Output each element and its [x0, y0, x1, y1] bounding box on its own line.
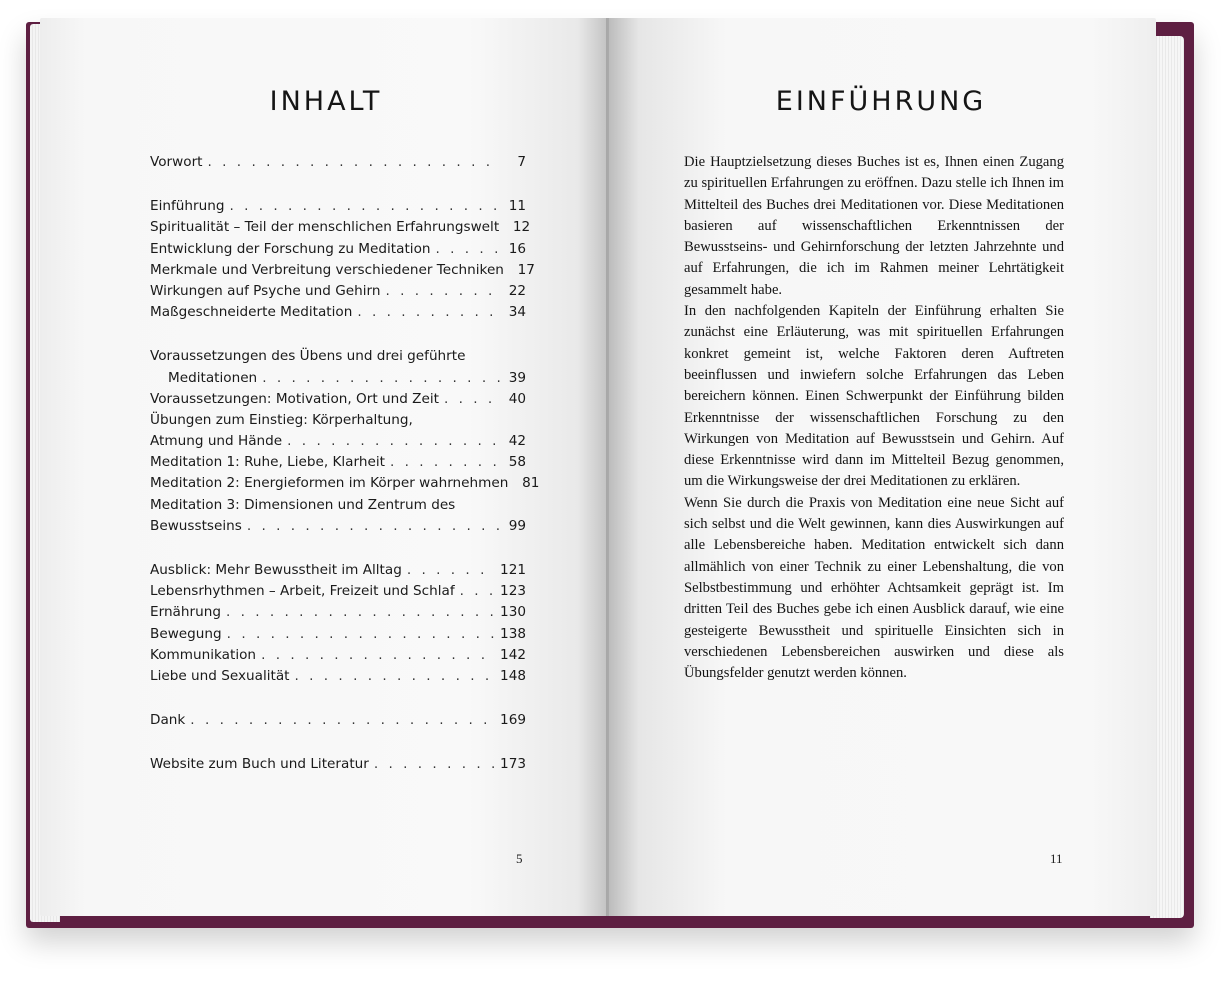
dot-leader — [374, 754, 496, 775]
toc-entry-page: 148 — [500, 667, 526, 684]
toc-entry-title: Meditation 3: Dimensionen und Zentrum des — [150, 496, 456, 513]
toc-entry-title: Meditation 1: Ruhe, Liebe, Klarheit — [150, 454, 385, 471]
toc-entry-page: 142 — [500, 646, 526, 663]
toc-entry-title: Entwicklung der Forschung zu Meditation — [150, 240, 431, 257]
toc-entry-title: Website zum Buch und Literatur — [150, 756, 369, 773]
toc-entry-page: 81 — [522, 475, 540, 492]
toc-entry — [150, 281, 526, 302]
toc-entry-continuation: Atmung und Hände — [150, 433, 283, 450]
dot-leader — [460, 581, 496, 602]
dot-leader — [208, 152, 500, 173]
toc-entry — [150, 710, 526, 731]
toc-entry-title: Spiritualität – Teil der menschlichen Erfahrungswelt — [150, 219, 500, 236]
dot-leader — [444, 389, 500, 410]
toc-entry-title: Wirkungen auf Psyche und Gehirn — [150, 282, 381, 299]
toc-group — [150, 152, 526, 173]
toc-entry-page: 58 — [508, 454, 526, 471]
toc-entry — [150, 666, 526, 687]
toc-entry-page: 130 — [500, 604, 526, 621]
toc-entry — [150, 754, 526, 775]
toc-entry-title: Übungen zum Einstieg: Körperhaltung, — [150, 411, 413, 428]
toc-entry-page: 40 — [508, 390, 526, 407]
toc-entry-page: 99 — [508, 517, 526, 534]
dot-leader — [357, 302, 500, 323]
toc-entry-title: Maßgeschneiderte Meditation — [150, 304, 353, 321]
toc-entry-page: 42 — [508, 433, 526, 450]
toc-entry — [150, 389, 526, 410]
toc-entry-page: 17 — [517, 261, 535, 278]
toc-entry-page: 173 — [500, 756, 526, 773]
toc-entry — [150, 260, 535, 281]
table-of-contents — [150, 152, 540, 799]
body-paragraph: In den nachfolgenden Kapiteln der Einführung erhalten Sie zunächst eine Erläuterung, was mit spirituellen Erfahrungen konkret gemeint ist, welche Faktoren deren Auftreten beeinflussen und inwiefern solche Erfahrungen das Leben bereichern können. Einen Schwerpunkt der Einführung bilden Erkenntnisse der wissenschaftlichen Forschung zu den Wirkungen von Meditation auf Bewusstsein und Gehirn. Auf diese Erkenntnisse wird dann im Mittelteil Bezug genommen, um die Wirkungsweise der drei Meditationen zu erklären. — [684, 303, 1064, 490]
book-gutter — [606, 18, 609, 916]
toc-entry-page: 169 — [500, 712, 526, 729]
toc-entry-title: Voraussetzungen: Motivation, Ort und Zeit — [150, 390, 439, 407]
body-paragraph: Die Hauptzielsetzung dieses Buches ist es, Ihnen einen Zugang zu spirituellen Erfahrungen zu eröffnen. Dazu stelle ich Ihnen im Mittelteil des Buches drei Meditationen vor. Diese Meditationen basieren auf wissenschaftlichen Erkenntnissen der Bewusstseins- und Gehirnforschung der letzten Jahrzehnte und auf Erfahrungen, die ich im Rahmen meiner Lehrtätigkeit gesammelt habe. — [684, 154, 1064, 298]
dot-leader — [262, 368, 500, 389]
toc-entry — [150, 645, 526, 666]
toc-entry — [150, 431, 526, 452]
toc-entry-page: 138 — [500, 625, 526, 642]
toc-entry-page: 7 — [517, 154, 526, 170]
toc-group — [150, 710, 526, 731]
toc-entry-title: Lebensrhythmen – Arbeit, Freizeit und Schlaf — [150, 583, 455, 600]
toc-entry — [150, 152, 526, 173]
body-paragraph: Wenn Sie durch die Praxis von Meditation eine neue Sicht auf sich selbst und die Welt gewinnen, kann dies Auswirkungen auf alle Lebensbereiche haben. Meditation entwickelt sich dann allmählich von einer Technik zu einer Lebenshaltung, die von Selbstbestimmung und erhöhter Achtsamkeit geprägt ist. Im dritten Teil des Buches gebe ich einen Ausblick darauf, wie eine gesteigerte Bewusstheit und spirituelle Einsichten sich in verschiedenen Lebensbereichen auswirken und diese als Übungsfelder genutzt werden können. — [684, 494, 1064, 682]
toc-entry — [150, 368, 526, 389]
toc-entry-title: Ausblick: Mehr Bewusstheit im Alltag — [150, 562, 402, 578]
toc-heading: INHALT — [269, 86, 383, 117]
toc-entry-title: Merkmale und Verbreitung verschiedener Techniken — [150, 261, 504, 278]
toc-entry-page: 39 — [508, 369, 526, 386]
toc-entry — [150, 602, 526, 623]
dot-leader — [390, 452, 500, 473]
toc-group — [150, 560, 526, 687]
toc-entry — [150, 196, 526, 217]
dot-leader — [436, 239, 501, 260]
toc-entry-page: 16 — [508, 240, 526, 257]
dot-leader — [261, 645, 496, 666]
toc-group — [150, 196, 535, 323]
toc-entry-title: Bewegung — [150, 625, 222, 642]
toc-entry-page: 22 — [508, 282, 526, 299]
chapter-heading: EINFÜHRUNG — [775, 86, 987, 117]
dot-leader — [287, 431, 500, 452]
toc-entry-title: Einführung — [150, 198, 225, 215]
toc-entry-page: 123 — [500, 583, 526, 600]
toc-entry-page: 12 — [512, 219, 531, 236]
dot-leader — [295, 666, 497, 687]
toc-entry-page: 11 — [508, 198, 526, 215]
toc-entry — [150, 452, 526, 473]
toc-entry-title: Meditation 2: Energieformen im Körper wahrnehmen — [150, 475, 509, 492]
toc-entry — [150, 624, 526, 645]
toc-entry-page: 121 — [500, 562, 526, 578]
page-number-right: 11 — [1050, 851, 1063, 866]
toc-entry-title: Liebe und Sexualität — [150, 667, 290, 684]
toc-entry-title: Dank — [150, 712, 186, 729]
dot-leader — [229, 196, 500, 217]
dot-leader — [190, 710, 496, 731]
toc-group — [150, 754, 526, 775]
toc-entry-continuation: Meditationen — [168, 369, 258, 386]
toc-entry-title: Ernährung — [150, 604, 221, 621]
dot-leader — [227, 624, 496, 645]
dot-leader — [226, 602, 496, 623]
toc-entry — [150, 217, 531, 238]
page-number-left: 5 — [516, 851, 523, 866]
dot-leader — [385, 281, 500, 302]
toc-group — [150, 346, 540, 537]
toc-entry — [150, 516, 526, 537]
toc-entry-page: 34 — [508, 304, 526, 321]
toc-entry — [150, 581, 526, 602]
toc-entry-continuation: Bewusstseins — [150, 517, 242, 534]
toc-entry — [150, 302, 526, 323]
dot-leader — [407, 560, 496, 581]
toc-entry — [150, 239, 526, 260]
toc-entry — [150, 473, 540, 494]
toc-entry-title: Kommunikation — [150, 646, 257, 663]
toc-entry-title: Vorwort — [150, 154, 203, 170]
toc-entry-title: Voraussetzungen des Übens und drei geführte — [150, 348, 466, 365]
toc-entry — [150, 560, 526, 581]
chapter-body — [684, 152, 1064, 684]
dot-leader — [247, 516, 500, 537]
